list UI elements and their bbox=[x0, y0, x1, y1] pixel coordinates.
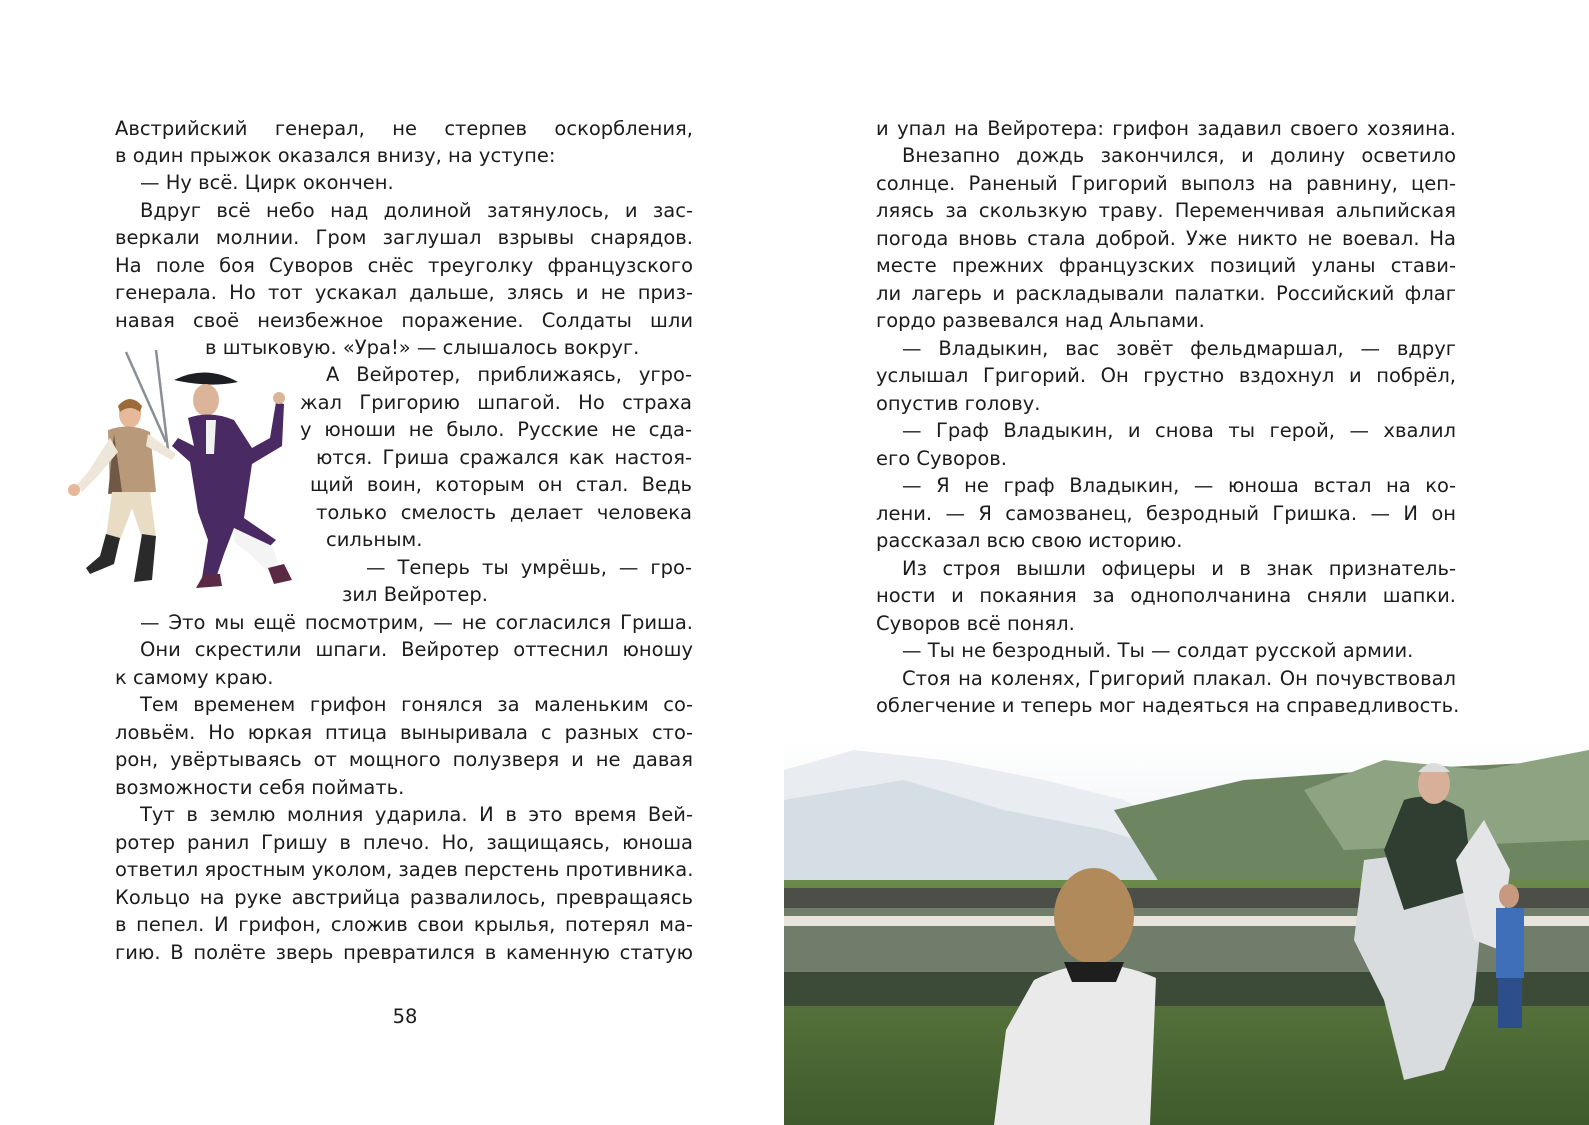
left-page-text-line: ловьём. Но юркая птица выныривала с разных сто- bbox=[115, 721, 693, 744]
left-page-text-line: жал Григорию шпагой. Но страха bbox=[300, 391, 692, 414]
left-page-text-line: в пепел. И грифон, сложив свои крылья, потерял ма- bbox=[115, 913, 693, 936]
right-page-text-line: — Я не граф Владыкин, — юноша встал на ко- bbox=[902, 474, 1456, 497]
weyrother-figure bbox=[172, 372, 292, 588]
left-page-text-line: зил Вейротер. bbox=[342, 583, 488, 606]
left-page-text-line: у юноши не было. Русские не сда- bbox=[300, 418, 692, 441]
left-page-text-line: рон, увёртываясь от мощного полузверя и не давая bbox=[115, 748, 693, 771]
right-page bbox=[784, 0, 1589, 1125]
left-page-text-line: Тем временем грифон гонялся за маленьким со- bbox=[140, 693, 693, 716]
left-page-text-line: навая своё неизбежное поражение. Солдаты шли bbox=[115, 309, 693, 332]
right-page-text-line: погода вновь стала доброй. Уже никто не воевал. На bbox=[876, 227, 1456, 250]
right-page-text-line: — Граф Владыкин, и снова ты герой, — хвалил bbox=[902, 419, 1456, 442]
left-page-text-line: Кольцо на руке австрийца развалилось, превращаясь bbox=[115, 886, 693, 909]
right-page-text-line: ности и покаяния за однополчанина сняли шапки. bbox=[876, 584, 1456, 607]
left-page-text-line: в один прыжок оказался внизу, на уступе: bbox=[115, 144, 556, 167]
duel-illustration bbox=[38, 342, 338, 592]
left-page-text-line: — Ну всё. Цирк окончен. bbox=[140, 171, 394, 194]
page-number: 58 bbox=[392, 1005, 418, 1028]
left-page-text-line: к самому краю. bbox=[115, 666, 274, 689]
suvorov-scene-illustration bbox=[784, 740, 1589, 1125]
right-page-text-line: — Ты не безродный. Ты — солдат русской армии. bbox=[902, 639, 1414, 662]
left-page-text-line: возможности себя поймать. bbox=[115, 776, 405, 799]
right-page-text-line: месте прежних французских позиций уланы стави- bbox=[876, 254, 1456, 277]
left-page-text-line: Они скрестили шпаги. Вейротер оттеснил юношу bbox=[140, 638, 693, 661]
left-page-text-line: ответил яростным уколом, задев перстень противника. bbox=[115, 858, 694, 881]
left-page-text-line: сильным. bbox=[326, 528, 423, 551]
left-page-text-line: ются. Гриша сражался как настоя- bbox=[316, 446, 692, 469]
left-page bbox=[0, 0, 784, 1125]
right-page-text-line: солнце. Раненый Григорий выполз на равнину, цеп- bbox=[876, 172, 1456, 195]
right-page-text-line: гордо развевался над Альпами. bbox=[876, 309, 1205, 332]
right-page-text-line: лени. — Я самозванец, безродный Гришка. — И он bbox=[876, 502, 1456, 525]
right-page-text-line: — Владыкин, вас зовёт фельдмаршал, — вдруг bbox=[902, 337, 1456, 360]
left-page-text-line: только смелость делает человека bbox=[316, 501, 692, 524]
right-page-text-line: его Суворов. bbox=[876, 447, 1007, 470]
left-page-text-line: На поле боя Суворов снёс треуголку французского bbox=[115, 254, 693, 277]
left-page-text-line: А Вейротер, приближаясь, угро- bbox=[326, 363, 692, 386]
right-page-text-line: ляясь за скользкую траву. Переменчивая альпийская bbox=[876, 199, 1456, 222]
right-page-text-line: облегчение и теперь мог надеяться на справедливость. bbox=[876, 694, 1460, 717]
right-page-text-line: рассказал всю свою историю. bbox=[876, 529, 1183, 552]
left-page-text-line: — Это мы ещё посмотрим, — не согласился Гриша. bbox=[140, 611, 693, 634]
left-page-text-line: генерала. Но тот ускакал дальше, злясь и не приз- bbox=[115, 281, 693, 304]
left-page-text-line: в штыковую. «Ура!» — слышалось вокруг. bbox=[205, 336, 640, 359]
left-page-text-line: веркали молнии. Гром заглушал взрывы снарядов. bbox=[115, 226, 693, 249]
left-page-text-line: Вдруг всё небо над долиной затянулось, и зас- bbox=[140, 199, 693, 222]
left-page-text-line: Австрийский генерал, не стерпев оскорбления, bbox=[115, 117, 693, 140]
right-page-text-line: опустив голову. bbox=[876, 392, 1041, 415]
left-page-text-line: щий воин, которым он стал. Ведь bbox=[310, 473, 692, 496]
left-page-text-line: — Теперь ты умрёшь, — гро- bbox=[366, 556, 692, 579]
right-page-text-line: Суворов всё понял. bbox=[876, 612, 1075, 635]
right-page-text-line: ли лагерь и раскладывали палатки. Российский флаг bbox=[876, 282, 1456, 305]
right-page-text-line: услышал Григорий. Он грустно вздохнул и побрёл, bbox=[876, 364, 1456, 387]
left-page-text-line: Тут в землю молния ударила. И в это время Вей- bbox=[140, 803, 693, 826]
left-page-text-line: гию. В полёте зверь превратился в каменную статую bbox=[115, 941, 693, 964]
right-page-text-line: и упал на Вейротера: грифон задавил своего хозяина. bbox=[876, 117, 1456, 140]
left-page-text-line: ротер ранил Гришу в плечо. Но, защищаясь, юноша bbox=[115, 831, 693, 854]
right-page-text-line: Из строя вышли офицеры и в знак признатель- bbox=[902, 557, 1456, 580]
right-page-text-line: Внезапно дождь закончился, и долину осветило bbox=[902, 144, 1456, 167]
right-page-text-line: Стоя на коленях, Григорий плакал. Он почувствовал bbox=[902, 667, 1456, 690]
